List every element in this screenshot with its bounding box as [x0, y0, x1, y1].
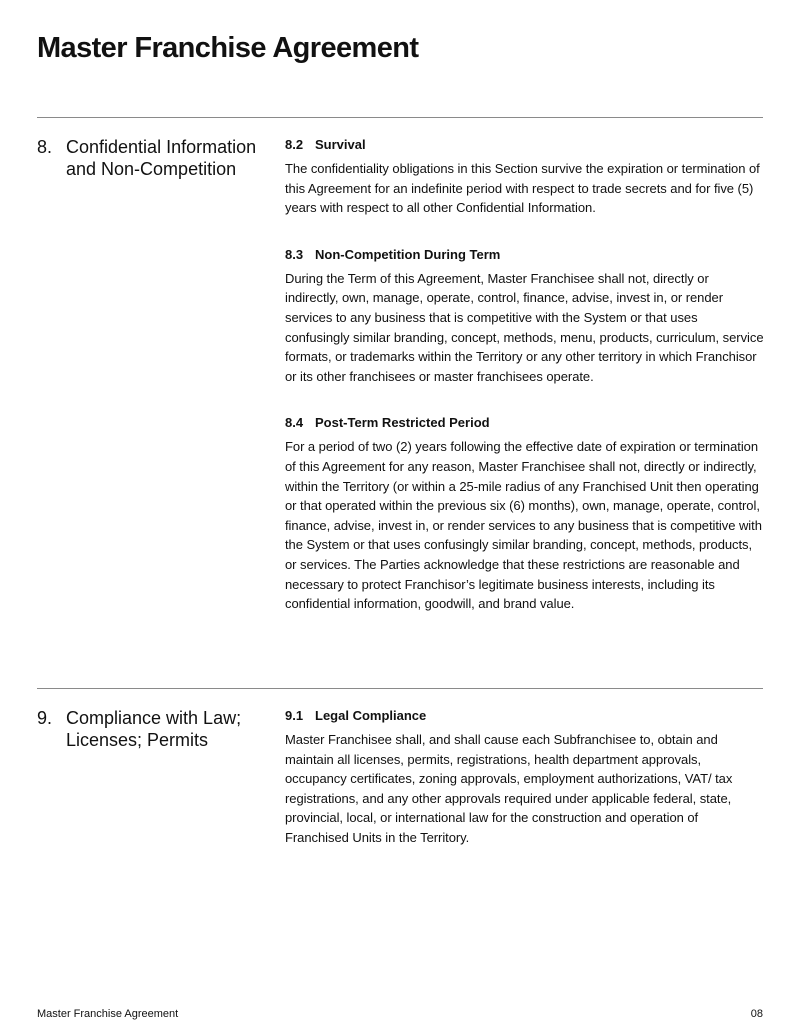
clause-number: 8.3 — [285, 246, 304, 262]
clause-title: Survival — [315, 137, 366, 152]
document-title: Master Franchise Agreement — [37, 32, 419, 64]
clause-heading — [285, 247, 765, 263]
clause-number: 8.2 — [285, 137, 304, 152]
clause-heading — [285, 415, 765, 431]
section-divider — [37, 688, 763, 689]
clause — [285, 247, 765, 387]
clause — [285, 708, 765, 848]
clause — [285, 137, 765, 218]
clause-title: Post-Term Restricted Period — [315, 415, 490, 431]
section-title: Compliance with Law; Licenses; Permits — [66, 708, 242, 750]
section-9-clauses — [285, 708, 765, 877]
clause-body: For a period of two (2) years following the effective date of expiration or termination of this Agreement for any reason, Master Franchisee shall not, directly or indirectly, within the Territory (or within a 25-mile radius of any Franchised Unit then operating or that operated within the previous six (6) months), own, manage, operate, control, finance, advise, invest in, or render services to any business that is competitive with the System or that uses confusingly similar branding, concept, methods, products, or services. The Parties acknowledge that these restrictions are reasonable and necessary to protect Franchisor’s legitimate business interests, including its confidential information, goodwill, and brand value. — [285, 439, 762, 612]
section-divider — [37, 117, 763, 118]
footer-title: Master Franchise Agreement — [37, 1008, 179, 1020]
clause-body: The confidentiality obligations in this Section survive the expiration or termination of this Agreement for an indefinite period with respect to trade secrets and for five (5) years with respect to all other Confidential Information. — [285, 161, 760, 216]
clause-number: 8.4 — [285, 415, 304, 431]
section-number: 8. — [37, 137, 53, 157]
section-heading — [37, 136, 277, 180]
clause-number: 9.1 — [285, 708, 304, 723]
section-title: Confidential Information and Non-Competition — [66, 137, 257, 179]
clause-body: Master Franchisee shall, and shall cause each Subfranchisee to, obtain and maintain all licenses, permits, registrations, health department approvals, occupancy certificates, zoning approvals, employment authorizations, VAT/ tax registrations, and any other approvals required under applicable federal, state, provincial, local, or international law for the construction and operation of Franchised Units in the Territory. — [285, 732, 733, 845]
page-number: 08 — [750, 1008, 763, 1020]
clause-body: During the Term of this Agreement, Master Franchisee shall not, directly or indirectly, own, manage, operate, control, finance, advise, invest in, or render services to any business that is competitive with the System or that uses confusingly similar branding, concept, methods, menu, products, curriculum, service formats, or trademarks within the Territory or any other territory in which Franchisor or its other franchisees or master franchisees operate. — [285, 270, 764, 384]
clause-heading — [285, 137, 765, 153]
section-8-clauses — [285, 137, 765, 643]
clause-title: Legal Compliance — [315, 708, 427, 723]
section-heading — [37, 707, 277, 751]
clause-heading — [285, 708, 765, 724]
section-number: 9. — [37, 708, 53, 728]
clause-title: Non-Competition During Term — [315, 246, 501, 262]
clause — [285, 415, 765, 613]
